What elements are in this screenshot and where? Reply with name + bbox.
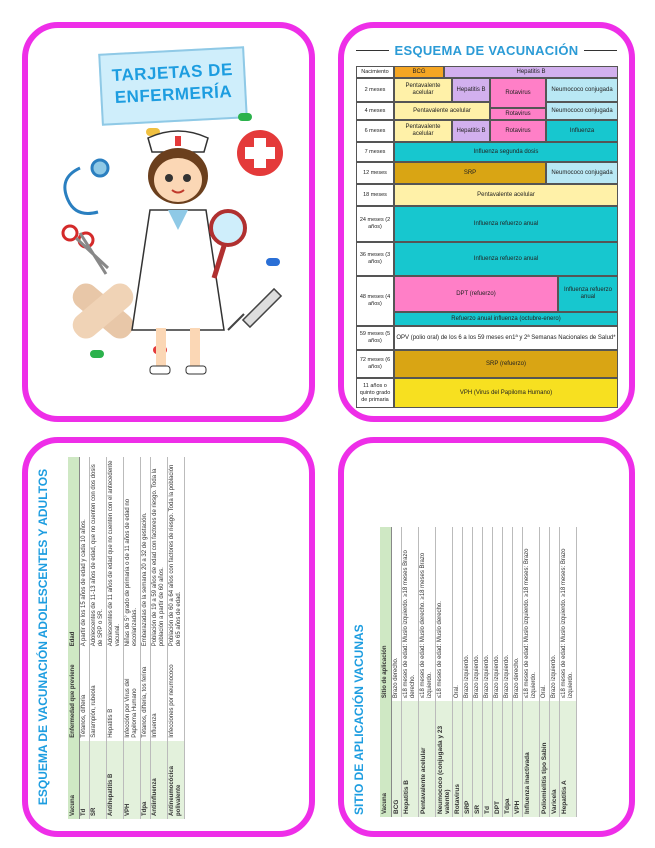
table-cell: Tétanos, difteria, tos ferina <box>141 649 151 741</box>
schedule-card <box>338 22 635 422</box>
vaccination-schedule-grid <box>356 66 618 408</box>
table-cell: Embarazadas de la semana 20 a 32 de gestación. <box>141 457 151 649</box>
schedule-title-wrap <box>344 42 629 60</box>
table-row <box>141 457 151 819</box>
column-header: Edad <box>68 457 80 649</box>
table-row <box>90 457 107 819</box>
table-row <box>124 457 141 819</box>
age-cell: 12 meses <box>356 162 394 184</box>
table-cell: Antihepatitis B <box>107 741 124 819</box>
vaccine-cell-influenza: Influenza segunda dosis <box>394 142 618 162</box>
table-cell: Antineumocócica polivalente <box>168 741 185 819</box>
schedule-title: ESQUEMA DE VACUNACIÓN <box>389 43 585 58</box>
vaccine-cell-rotavirus: Rotavirus <box>490 108 546 120</box>
adults-vaccine-table <box>68 457 185 819</box>
age-cell: 48 meses (4 años) <box>356 276 394 326</box>
table-row <box>402 527 419 817</box>
table-row <box>493 527 503 817</box>
table-cell: Brazo izquierdo. <box>463 527 473 701</box>
table-cell: Brazo izquierdo. <box>473 527 483 701</box>
table-cell: Sarampión, rubeola <box>90 649 107 741</box>
age-cell: 11 años o quinto grado de primaria <box>356 378 394 408</box>
sites-rotated-content <box>344 443 629 831</box>
table-cell: Rotavirus <box>453 701 463 817</box>
age-cell: 72 meses (6 años) <box>356 350 394 378</box>
table-cell: Oral. <box>453 527 463 701</box>
vaccine-cell-opv: OPV (polio oral) de los 6 a los 59 meses en1ª y 2ª Semanas Nacionales de Salud* <box>394 326 618 350</box>
table-row <box>550 527 560 817</box>
vaccine-cell-pentavalente: Pentavalente acelular <box>394 120 452 142</box>
table-cell: Infección por Virus del Papiloma Humano <box>124 649 141 741</box>
table-cell: Población de 60 a 64 años con factores de riesgo. Toda la población de 65 años de edad. <box>168 457 185 649</box>
age-cell: 24 meses (2 años) <box>356 206 394 242</box>
table-cell: Tdpa <box>503 701 513 817</box>
table-row <box>473 527 483 817</box>
table-cell: Tétanos, difteria <box>80 649 90 741</box>
table-row <box>523 527 540 817</box>
column-header: Enfermedad que previene <box>68 649 80 741</box>
table-cell: Antiinfluenza <box>151 741 168 819</box>
vaccine-cell-influenza: Influenza <box>546 120 618 142</box>
table-cell: Hepatitis B <box>402 701 419 817</box>
table-cell: SR <box>473 701 483 817</box>
syringe-icon <box>228 289 281 330</box>
table-row <box>463 527 473 817</box>
table-row <box>80 457 90 819</box>
table-cell: ≤18 meses de edad: Muslo izquierdo. ≥18 meses: Brazo izquierdo. <box>523 527 540 701</box>
application-sites-table <box>380 527 577 817</box>
table-cell: Brazo izquierdo. <box>483 527 493 701</box>
table-row <box>107 457 124 819</box>
vaccine-cell-neumococo: Neumococo conjugada <box>546 162 618 184</box>
table-row <box>540 527 550 817</box>
adults-title: ESQUEMA DE VACUNACIÓN ADOLESCENTES Y ADULTOS <box>36 468 50 806</box>
column-header: Sitio de aplicación <box>380 527 392 701</box>
vaccine-cell-rotavirus: Rotavirus <box>490 120 546 142</box>
table-cell: Influenza inactivada <box>523 701 540 817</box>
table-row <box>436 527 453 817</box>
bandage-icon <box>68 279 138 344</box>
table-cell: VPH <box>513 701 523 817</box>
table-cell: Pentavalente acelular <box>419 701 436 817</box>
nurse-figure <box>132 131 224 374</box>
table-header-row <box>380 527 392 817</box>
table-row <box>483 527 493 817</box>
adults-card <box>22 437 315 837</box>
age-cell: 2 meses <box>356 78 394 102</box>
sites-title: SITIO DE APLICACIÓN VACUNAS <box>352 624 366 815</box>
table-row <box>168 457 185 819</box>
table-cell: Neumococo (conjugada y 23 valente) <box>436 701 453 817</box>
vaccine-cell-neumococo: Neumococo conjugada <box>546 78 618 102</box>
table-row <box>453 527 463 817</box>
table-cell: Varicela <box>550 701 560 817</box>
table-cell: BCG <box>392 701 402 817</box>
table-cell: Brazo izquierdo. <box>550 527 560 701</box>
vaccine-cell-neumococo: Neumococo conjugada <box>546 102 618 120</box>
table-cell: Infecciones por neumococo <box>168 649 185 741</box>
vaccine-cell-pentavalente: Pentavalente acelular <box>394 184 618 206</box>
table-cell: Población de 19 a 59 años de edad con factores de riesgo. Toda la población a partir de 60 años. <box>151 457 168 649</box>
stethoscope-icon <box>65 160 108 214</box>
table-row <box>419 527 436 817</box>
age-cell: 36 meses (3 años) <box>356 242 394 276</box>
table-cell: Adolescentes de 11-13 años de edad, que no cuenten con dos dosis de SRP o SR. <box>90 457 107 649</box>
age-cell: 18 meses <box>356 184 394 206</box>
column-header: Vacuna <box>380 701 392 817</box>
table-cell: VPH <box>124 741 141 819</box>
vaccine-cell-bcg: BCG <box>394 66 444 78</box>
table-cell: Td <box>483 701 493 817</box>
vaccine-cell-hepatitis-b: Hepatitis B <box>452 78 490 102</box>
table-cell: Niñas de 5° grado de primaria o de 11 años de edad no escolarizadas. <box>124 457 141 649</box>
vaccine-cell-influenza: Influenza refuerzo anual <box>394 206 618 242</box>
table-cell: Poliomielitis tipo Sabin <box>540 701 550 817</box>
table-cell: A partir de los 15 años de edad y cada 10 años. <box>80 457 90 649</box>
table-row <box>151 457 168 819</box>
cover-title-line1: TARJETAS DE <box>111 59 234 86</box>
age-cell: 59 meses (5 años) <box>356 326 394 350</box>
vaccine-cell-pentavalente: Pentavalente acelular <box>394 102 490 120</box>
vaccine-cell-influenza: Refuerzo anual influenza (octubre-enero) <box>394 312 618 326</box>
table-cell: Adolescentes de 11 años de edad que no cuenten con el antecedente vacunal. <box>107 457 124 649</box>
vaccine-cell-influenza: Influenza refuerzo anual <box>394 242 618 276</box>
age-cell: 7 meses <box>356 142 394 162</box>
vaccine-cell-influenza: Influenza refuerzo anual <box>558 276 618 312</box>
table-cell: ≤18 meses de edad: Muslo izquierdo. ≥18 meses Brazo derecho. <box>402 527 419 701</box>
table-cell: Influenza <box>151 649 168 741</box>
table-cell: SR <box>90 741 107 819</box>
scissors-icon <box>63 226 108 274</box>
table-row <box>513 527 523 817</box>
magnifying-glass-icon <box>211 211 245 278</box>
age-cell: 4 meses <box>356 102 394 120</box>
vaccine-cell-vph: VPH (Virus del Papiloma Humano) <box>394 378 618 408</box>
table-cell: Brazo derecho. <box>392 527 402 701</box>
table-cell: ≤18 meses de edad: Muslo derecho. <box>436 527 453 701</box>
cover-card <box>22 22 315 422</box>
vaccine-cell-dpt: DPT (refuerzo) <box>394 276 558 312</box>
vaccine-cell-srp: SRP <box>394 162 546 184</box>
table-cell: Brazo izquierdo. <box>493 527 503 701</box>
age-cell: 6 meses <box>356 120 394 142</box>
vaccine-cell-hepatitis-b: Hepatitis B <box>452 120 490 142</box>
table-cell: Td <box>80 741 90 819</box>
table-cell: DPT <box>493 701 503 817</box>
vaccine-cell-hepatitis-b: Hepatitis B <box>444 66 618 78</box>
table-row <box>560 527 577 817</box>
table-cell: SRP <box>463 701 473 817</box>
table-cell: Hepatitis B <box>107 649 124 741</box>
table-cell: ≤18 meses de edad: Muslo izquierdo. ≥18 meses: Brazo izquierdo. <box>560 527 577 701</box>
table-cell: Hepatitis A <box>560 701 577 817</box>
vaccine-cell-srp: SRP (refuerzo) <box>394 350 618 378</box>
table-cell: Oral. <box>540 527 550 701</box>
adults-rotated-content <box>28 443 309 831</box>
vaccine-cell-rotavirus: Rotavirus <box>490 78 546 108</box>
vaccine-cell-pentavalente: Pentavalente acelular <box>394 78 452 102</box>
nurse-illustration <box>28 28 309 416</box>
age-cell: Nacimiento <box>356 66 394 78</box>
cover-title-line2: ENFERMERÍA <box>114 81 233 108</box>
sites-card <box>338 437 635 837</box>
table-header-row <box>68 457 80 819</box>
table-cell: Tdpa <box>141 741 151 819</box>
table-cell: ≤18 meses de edad: Muslo derecho. ≥18 meses Brazo izquierdo. <box>419 527 436 701</box>
table-row <box>392 527 402 817</box>
table-row <box>503 527 513 817</box>
table-cell: Brazo derecho. <box>513 527 523 701</box>
table-cell: Brazo izquierdo. <box>503 527 513 701</box>
column-header: Vacuna <box>68 741 80 819</box>
red-cross-icon <box>237 130 283 176</box>
